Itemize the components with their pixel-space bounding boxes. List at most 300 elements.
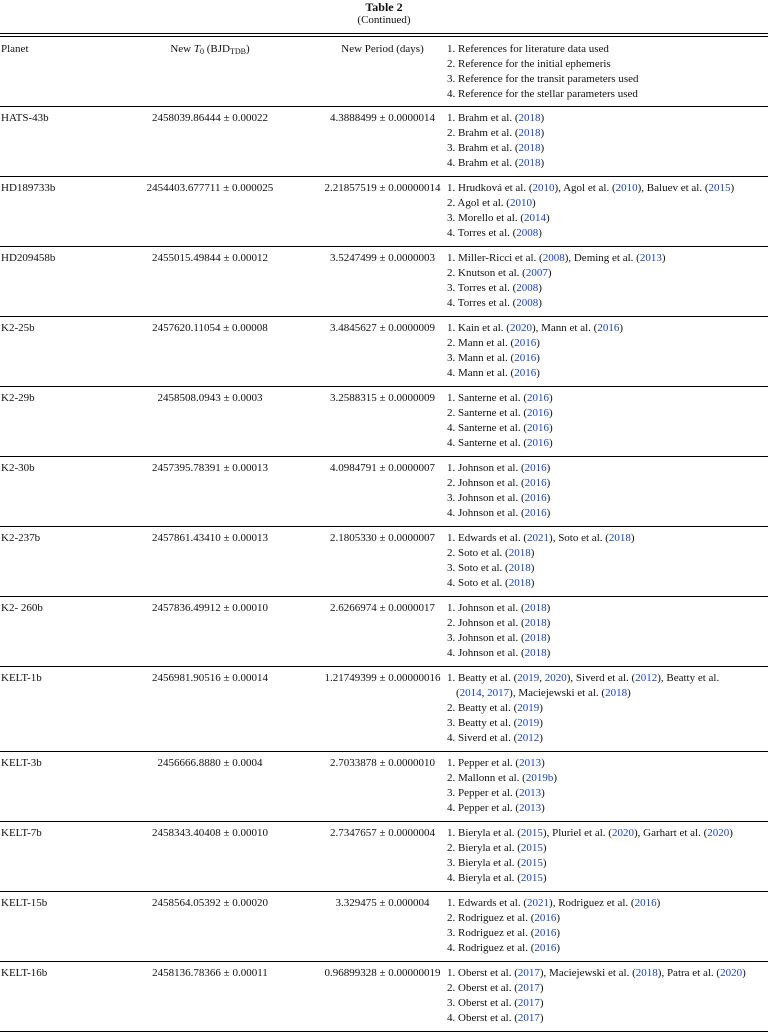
citation-year-link[interactable]: 2018 — [524, 647, 547, 659]
reference-text: ) — [539, 997, 544, 1009]
citation-year-link[interactable]: 2010 — [532, 182, 555, 194]
reference-text: ( — [456, 687, 460, 699]
reference-text: 2. Knutson et al. ( — [447, 267, 526, 279]
reference-line — [447, 546, 768, 561]
citation-year-link[interactable]: 2013 — [639, 252, 662, 264]
reference-text: ) — [538, 282, 542, 294]
t0-cell: 2457861.43410 ± 0.00013 — [151, 532, 269, 544]
references-cell — [445, 387, 768, 457]
reference-text: ) — [549, 407, 553, 419]
t0-cell: 2456981.90516 ± 0.00014 — [151, 672, 269, 684]
header-ref-line: 3. Reference for the transit parameters used — [447, 73, 639, 85]
citation-year-link[interactable]: 2016 — [514, 367, 537, 379]
reference-text: ) — [542, 857, 547, 869]
reference-line — [447, 631, 768, 646]
reference-text: ) — [549, 437, 553, 449]
t0-cell: 2456666.8880 ± 0.0004 — [157, 757, 263, 769]
reference-text: ) — [540, 157, 545, 169]
reference-text: 1. Miller-Ricci et al. ( — [447, 252, 543, 264]
citation-year-link[interactable]: 2014 — [523, 212, 546, 224]
reference-line — [447, 296, 768, 311]
reference-text: ) — [539, 702, 543, 714]
reference-text: ) — [540, 127, 545, 139]
citation-year-link[interactable]: 2013 — [519, 787, 542, 799]
period-cell: 3.5247499 ± 0.0000003 — [329, 252, 436, 264]
table-row — [0, 457, 768, 527]
table-row — [0, 892, 768, 962]
header-t0 — [100, 37, 320, 107]
reference-text: ) — [541, 802, 545, 814]
period-cell: 1.21749399 ± 0.00000016 — [324, 672, 441, 684]
table-caption — [0, 0, 768, 27]
references-cell — [445, 457, 768, 527]
reference-text: ) — [730, 182, 735, 194]
citation-year-link[interactable]: 2015 — [520, 827, 543, 839]
references-cell — [445, 177, 768, 247]
planet-cell: HATS-43b — [1, 112, 49, 124]
citation-year-link[interactable]: 2019 — [517, 672, 540, 684]
reference-text: 4. Brahm et al. ( — [447, 157, 519, 169]
citation-year-link[interactable]: 2017 — [517, 1012, 540, 1024]
planet-cell: KELT-3b — [1, 757, 42, 769]
period-cell: 2.21857519 ± 0.00000014 — [324, 182, 441, 194]
planet-cell: K2-237b — [1, 532, 41, 544]
reference-text: ), Agol et al. ( — [554, 182, 616, 194]
header-t0-prefix: New — [170, 43, 192, 55]
citation-year-link[interactable]: 2020 — [544, 672, 567, 684]
reference-text: ), Deming et al. ( — [564, 252, 640, 264]
reference-line — [447, 226, 768, 241]
planet-cell: K2-30b — [1, 462, 35, 474]
citation-year-link[interactable]: 2020 — [611, 827, 634, 839]
reference-text: ) — [539, 982, 544, 994]
header-planet: Planet — [1, 43, 29, 55]
planet-cell: K2-29b — [1, 392, 35, 404]
reference-text: 2. Santerne et al. ( — [447, 407, 528, 419]
reference-line — [447, 716, 768, 731]
reference-text: 4. Soto et al. ( — [447, 577, 509, 589]
citation-year-link[interactable]: 2012 — [635, 672, 658, 684]
citation-year-link[interactable]: 2007 — [525, 267, 548, 279]
citation-year-link[interactable]: 2019 — [517, 702, 540, 714]
reference-text: 4. Santerne et al. ( — [447, 437, 528, 449]
citation-year-link[interactable]: 2018 — [518, 157, 541, 169]
references-cell — [445, 247, 768, 317]
reference-text: 4. Siverd et al. ( — [447, 732, 518, 744]
reference-text: , — [539, 672, 545, 684]
reference-text: ) — [536, 337, 540, 349]
citation-year-link[interactable]: 2016 — [514, 337, 537, 349]
reference-line — [447, 491, 768, 506]
reference-text: 4. Rodriguez et al. ( — [447, 942, 535, 954]
reference-line — [447, 111, 768, 126]
reference-text: 2. Agol et al. ( — [447, 197, 510, 209]
reference-text: ) — [539, 732, 543, 744]
header-period: New Period (days) — [341, 43, 424, 55]
header-t0-symbol: T — [193, 43, 200, 55]
period-cell: 3.4845627 ± 0.0000009 — [329, 322, 436, 334]
citation-year-link[interactable]: 2020 — [720, 967, 743, 979]
citation-year-link[interactable]: 2016 — [524, 507, 547, 519]
period-cell: 2.6266974 ± 0.0000017 — [329, 602, 436, 614]
reference-text: 2. Oberst et al. ( — [447, 982, 518, 994]
reference-text: ) — [742, 967, 746, 979]
citation-year-link[interactable]: 2008 — [542, 252, 565, 264]
header-ref-line: 1. References for literature data used — [447, 43, 609, 55]
reference-text: ) — [530, 547, 535, 559]
reference-line — [447, 966, 768, 981]
reference-line — [447, 476, 768, 491]
references-cell — [445, 107, 768, 177]
reference-line — [447, 321, 768, 336]
citation-year-link[interactable]: 2008 — [516, 227, 539, 239]
reference-text: ) — [538, 297, 542, 309]
table-row — [0, 177, 768, 247]
citation-year-link[interactable]: 2008 — [516, 282, 539, 294]
reference-text: ) — [530, 577, 535, 589]
references-cell — [445, 527, 768, 597]
citation-year-link[interactable]: 2020 — [509, 322, 532, 334]
reference-text: 1. Kain et al. ( — [447, 322, 510, 334]
reference-line — [447, 701, 768, 716]
reference-text: 3. Brahm et al. ( — [447, 142, 519, 154]
reference-text: 1. Oberst et al. ( — [447, 967, 518, 979]
table-row — [0, 387, 768, 457]
reference-text: ) — [553, 772, 557, 784]
citation-year-link[interactable]: 2008 — [516, 297, 539, 309]
reference-text: 3. Mann et al. ( — [447, 352, 515, 364]
reference-text: 2. Rodriguez et al. ( — [447, 912, 535, 924]
reference-text: 3. Bieryla et al. ( — [447, 857, 521, 869]
reference-text: 1. Hrudková et al. ( — [447, 182, 533, 194]
reference-line — [447, 196, 768, 211]
reference-text: 2. Mann et al. ( — [447, 337, 515, 349]
reference-text: ) — [630, 532, 635, 544]
citation-year-link[interactable]: 2016 — [534, 942, 557, 954]
t0-cell: 2454403.677711 ± 0.000025 — [146, 182, 274, 194]
reference-text: ), Maciejewski et al. ( — [509, 687, 606, 699]
citation-year-link[interactable]: 2010 — [615, 182, 638, 194]
reference-text: 2. Soto et al. ( — [447, 547, 509, 559]
reference-line — [447, 406, 768, 421]
period-cell: 3.2588315 ± 0.0000009 — [329, 392, 436, 404]
planet-cell: HD189733b — [1, 182, 56, 194]
citation-year-link[interactable]: 2016 — [634, 897, 657, 909]
planet-cell: KELT-7b — [1, 827, 42, 839]
reference-line — [447, 211, 768, 226]
period-cell: 2.7347657 ± 0.0000004 — [329, 827, 436, 839]
reference-text: ), Garhart et al. ( — [633, 827, 708, 839]
reference-text: 1. Edwards et al. ( — [447, 532, 528, 544]
reference-text: ), Siverd et al. ( — [566, 672, 636, 684]
citation-year-link[interactable]: 2018 — [524, 617, 547, 629]
citation-year-link[interactable]: 2013 — [519, 802, 542, 814]
table-row — [0, 667, 768, 752]
reference-text: ) — [542, 872, 547, 884]
reference-text: 1. Johnson et al. ( — [447, 462, 525, 474]
t0-cell: 2457395.78391 ± 0.00013 — [151, 462, 269, 474]
citation-year-link[interactable]: 2018 — [635, 967, 658, 979]
citation-year-link[interactable]: 2015 — [520, 857, 543, 869]
reference-text: ) — [549, 392, 553, 404]
t0-cell: 2458039.86444 ± 0.00022 — [151, 112, 269, 124]
reference-text: ), Patra et al. ( — [657, 967, 721, 979]
citation-year-link[interactable]: 2016 — [527, 407, 550, 419]
reference-text: ) — [619, 322, 623, 334]
citation-year-link[interactable]: 2018 — [524, 632, 547, 644]
references-cell — [445, 752, 768, 822]
reference-text: 4. Johnson et al. ( — [447, 647, 525, 659]
references-cell — [445, 892, 768, 962]
reference-line — [447, 251, 768, 266]
table-row — [0, 962, 768, 1032]
reference-text: 3. Morello et al. ( — [447, 212, 524, 224]
citation-year-link[interactable]: 2017 — [517, 982, 540, 994]
reference-text: ) — [539, 717, 543, 729]
citation-year-link[interactable]: 2015 — [520, 872, 543, 884]
reference-text: ) — [539, 1012, 544, 1024]
reference-text: 4. Mann et al. ( — [447, 367, 515, 379]
table-header — [0, 37, 768, 107]
t0-cell: 2457836.49912 ± 0.00010 — [151, 602, 269, 614]
citation-year-link[interactable]: 2016 — [524, 462, 547, 474]
reference-text: ) — [536, 367, 540, 379]
reference-text: 2. Johnson et al. ( — [447, 477, 525, 489]
reference-line — [447, 421, 768, 436]
references-cell — [445, 962, 768, 1032]
citation-year-link[interactable]: 2010 — [509, 197, 532, 209]
citation-year-link[interactable]: 2018 — [524, 602, 547, 614]
table-row — [0, 597, 768, 667]
citation-year-link[interactable]: 2015 — [520, 842, 543, 854]
citation-year-link[interactable]: 2014 — [459, 687, 482, 699]
reference-text: ) — [546, 632, 551, 644]
citation-year-link[interactable]: 2016 — [597, 322, 620, 334]
citation-year-link[interactable]: 2016 — [534, 912, 557, 924]
reference-line — [447, 941, 768, 956]
reference-text: ) — [556, 912, 561, 924]
references-cell — [445, 597, 768, 667]
reference-text: , — [481, 687, 488, 699]
reference-text: 4. Torres et al. ( — [447, 297, 517, 309]
reference-line — [447, 786, 768, 801]
reference-text: ) — [536, 352, 540, 364]
reference-line — [447, 671, 768, 686]
table-title: Table 2 — [365, 0, 403, 14]
citation-year-link[interactable]: 2013 — [519, 757, 542, 769]
reference-line — [447, 896, 768, 911]
reference-line — [447, 601, 768, 616]
references-cell — [445, 822, 768, 892]
reference-line — [447, 126, 768, 141]
reference-text: 3. Johnson et al. ( — [447, 492, 525, 504]
citation-year-link[interactable]: 2016 — [524, 492, 547, 504]
reference-line — [447, 351, 768, 366]
citation-year-link[interactable]: 2018 — [508, 577, 531, 589]
reference-line — [447, 926, 768, 941]
reference-line — [447, 531, 768, 546]
t0-cell: 2458508.0943 ± 0.0003 — [157, 392, 263, 404]
reference-line — [447, 561, 768, 576]
citation-year-link[interactable]: 2016 — [527, 422, 550, 434]
citation-year-link[interactable]: 2018 — [508, 547, 531, 559]
reference-text: ) — [546, 492, 551, 504]
citation-year-link[interactable]: 2016 — [524, 477, 547, 489]
reference-text: ) — [656, 897, 661, 909]
reference-text: ) — [531, 197, 536, 209]
reference-line — [447, 1011, 768, 1026]
reference-text: ) — [549, 422, 553, 434]
reference-text: 2. Johnson et al. ( — [447, 617, 525, 629]
t0-cell: 2457620.11054 ± 0.00008 — [152, 322, 268, 334]
reference-text: ) — [542, 842, 547, 854]
reference-line — [447, 366, 768, 381]
header-refs — [445, 37, 768, 107]
reference-text: ) — [540, 112, 545, 124]
citation-year-link[interactable]: 2017 — [517, 967, 540, 979]
citation-year-link[interactable]: 2019 — [517, 717, 540, 729]
planet-cell: KELT-16b — [1, 967, 48, 979]
citation-year-link[interactable]: 2016 — [534, 927, 557, 939]
table-row — [0, 527, 768, 597]
planet-cell: HD209458b — [1, 252, 56, 264]
reference-text: 3. Pepper et al. ( — [447, 787, 520, 799]
reference-line — [447, 281, 768, 296]
reference-text: ), Rodriguez et al. ( — [549, 897, 635, 909]
table-subtitle: (Continued) — [357, 14, 411, 26]
reference-text: ) — [627, 687, 631, 699]
reference-line — [447, 981, 768, 996]
reference-text: ) — [546, 617, 551, 629]
reference-text: ) — [538, 227, 542, 239]
reference-text: 4. Oberst et al. ( — [447, 1012, 518, 1024]
reference-line — [447, 756, 768, 771]
reference-text: ) — [556, 927, 561, 939]
period-cell: 4.3888499 ± 0.0000014 — [329, 112, 436, 124]
reference-text: 1. Santerne et al. ( — [447, 392, 528, 404]
reference-line — [447, 856, 768, 871]
t0-cell: 2458343.40408 ± 0.00010 — [151, 827, 269, 839]
reference-text: 3. Oberst et al. ( — [447, 997, 518, 1009]
reference-text: ) — [556, 942, 561, 954]
reference-text: ) — [546, 477, 551, 489]
reference-text: ), Soto et al. ( — [549, 532, 609, 544]
period-cell: 0.96899328 ± 0.00000019 — [324, 967, 441, 979]
table-row — [0, 752, 768, 822]
reference-line — [447, 686, 768, 701]
citation-year-link[interactable]: 2019b — [525, 772, 554, 784]
reference-line — [447, 461, 768, 476]
reference-text: ) — [530, 562, 535, 574]
planet-cell: K2-25b — [1, 322, 35, 334]
period-cell: 3.329475 ± 0.000004 — [335, 897, 430, 909]
citation-year-link[interactable]: 2018 — [605, 687, 628, 699]
reference-line — [447, 391, 768, 406]
reference-line — [447, 506, 768, 521]
ephemeris-table — [0, 37, 768, 1032]
t0-cell: 2458564.05392 ± 0.00020 — [151, 897, 269, 909]
reference-line — [447, 266, 768, 281]
reference-text: ) — [729, 827, 733, 839]
citation-year-link[interactable]: 2015 — [708, 182, 731, 194]
citation-year-link[interactable]: 2017 — [487, 687, 510, 699]
citation-year-link[interactable]: 2018 — [518, 112, 541, 124]
period-cell: 2.1805330 ± 0.0000007 — [329, 532, 436, 544]
t0-cell: 2455015.49844 ± 0.00012 — [151, 252, 269, 264]
citation-year-link[interactable]: 2018 — [518, 127, 541, 139]
reference-line — [447, 771, 768, 786]
period-cell: 2.7033878 ± 0.0000010 — [329, 757, 436, 769]
reference-text: 4. Johnson et al. ( — [447, 507, 525, 519]
table-row — [0, 107, 768, 177]
reference-text: 3. Torres et al. ( — [447, 282, 517, 294]
citation-year-link[interactable]: 2016 — [514, 352, 537, 364]
reference-line — [447, 731, 768, 746]
citation-year-link[interactable]: 2021 — [527, 897, 550, 909]
reference-line — [447, 141, 768, 156]
header-ref-line: 2. Reference for the initial ephemeris — [447, 58, 611, 70]
reference-line — [447, 841, 768, 856]
citation-year-link[interactable]: 2018 — [508, 562, 531, 574]
reference-text: 4. Bieryla et al. ( — [447, 872, 521, 884]
table-row — [0, 247, 768, 317]
citation-year-link[interactable]: 2016 — [527, 392, 550, 404]
reference-text: 3. Rodriguez et al. ( — [447, 927, 535, 939]
reference-text: ) — [540, 142, 545, 154]
citation-year-link[interactable]: 2017 — [517, 997, 540, 1009]
reference-text: 2. Bieryla et al. ( — [447, 842, 521, 854]
reference-text: ) — [547, 267, 552, 279]
reference-text: 1. Beatty et al. ( — [447, 672, 518, 684]
reference-text: 1. Pepper et al. ( — [447, 757, 520, 769]
reference-text: ) — [546, 647, 551, 659]
reference-line — [447, 996, 768, 1011]
reference-text: 3. Johnson et al. ( — [447, 632, 525, 644]
reference-text: ) — [545, 212, 550, 224]
citation-year-link[interactable]: 2018 — [608, 532, 631, 544]
reference-text: 2. Beatty et al. ( — [447, 702, 518, 714]
reference-text: ) — [546, 462, 551, 474]
reference-line — [447, 576, 768, 591]
citation-year-link[interactable]: 2016 — [527, 437, 550, 449]
references-cell — [445, 317, 768, 387]
reference-text: 2. Mallonn et al. ( — [447, 772, 526, 784]
reference-text: ), Mann et al. ( — [531, 322, 598, 334]
reference-text: 2. Brahm et al. ( — [447, 127, 519, 139]
reference-line — [447, 336, 768, 351]
reference-line — [447, 801, 768, 816]
references-cell — [445, 667, 768, 752]
citation-year-link[interactable]: 2020 — [707, 827, 730, 839]
planet-cell: KELT-15b — [1, 897, 48, 909]
header-t0-unit-sub: TDB — [229, 47, 246, 56]
header-t0-unit-close: ) — [245, 43, 250, 55]
header-ref-line: 4. Reference for the stellar parameters used — [447, 88, 638, 100]
reference-line — [447, 436, 768, 451]
reference-line — [447, 911, 768, 926]
table-row — [0, 317, 768, 387]
reference-text: ), Beatty et al. — [657, 672, 720, 684]
reference-text: 3. Beatty et al. ( — [447, 717, 518, 729]
reference-text: 1. Bieryla et al. ( — [447, 827, 521, 839]
reference-text: 4. Pepper et al. ( — [447, 802, 520, 814]
citation-year-link[interactable]: 2021 — [527, 532, 550, 544]
reference-text: ) — [541, 787, 545, 799]
reference-text: ) — [546, 602, 551, 614]
citation-year-link[interactable]: 2018 — [518, 142, 541, 154]
citation-year-link[interactable]: 2012 — [517, 732, 540, 744]
reference-text: ), Baluev et al. ( — [637, 182, 709, 194]
